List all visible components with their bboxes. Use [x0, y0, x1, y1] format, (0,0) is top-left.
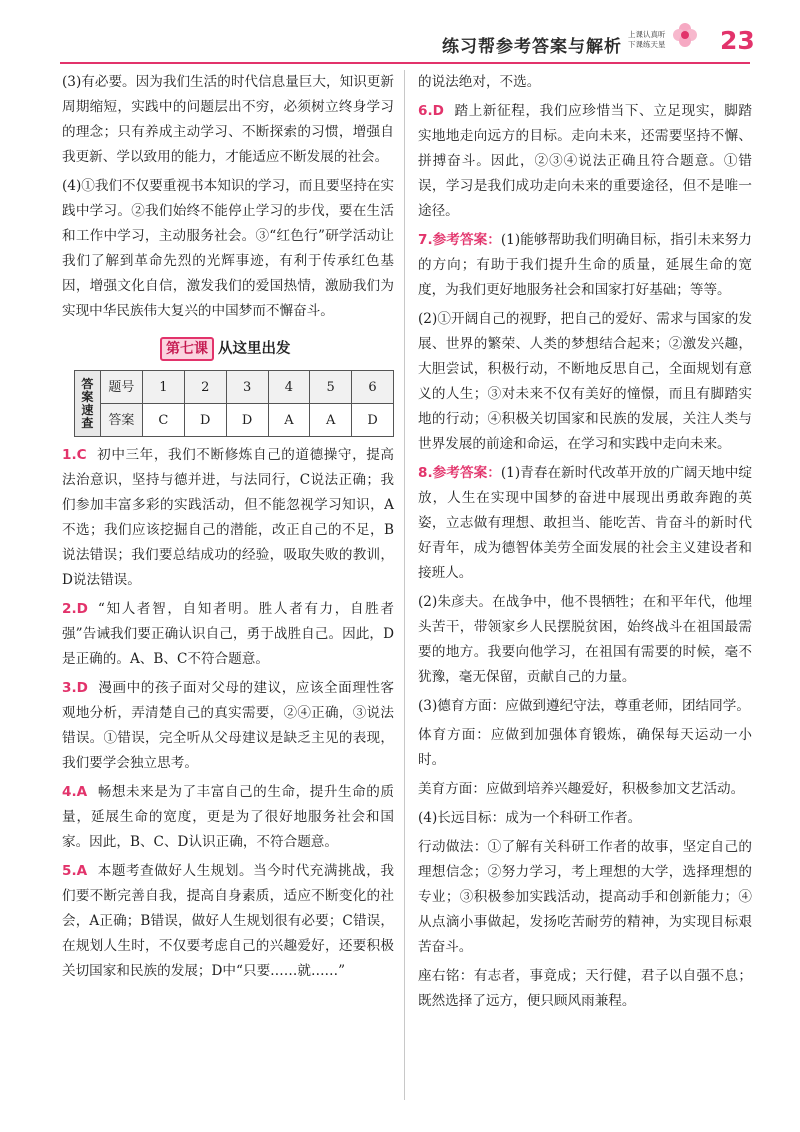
answer-paragraph: 行动做法：①了解有关科研工作者的故事，坚定自己的理想信念；②努力学习，考上理想的大学，选择理想的专业；③积极参加实践活动，提高动手和创新能力；④从点滴小事做起，发扬吃苦耐劳的精神，为实现目标艰苦奋斗。 [418, 839, 752, 955]
reference-answer-label: 7.参考答案： [418, 232, 501, 248]
answer-item-3 [62, 676, 394, 776]
question-number: 3 [226, 371, 268, 404]
answer-paragraph: (2)①开阔自己的视野，把自己的爱好、需求与国家的发展、世界的繁荣、人类的梦想结合起来；②激发兴趣，大胆尝试，积极行动，不断地反思自己，全面规划有意义的人生；③对未来不仅有美好的憧憬，而且有脚踏实地的行动；④积极关切国家和民族的发展，关注人类与世界发展的前途和命运，在学习和实践中走向未来。 [418, 311, 752, 452]
answer-explanation: 初中三年，我们不断修炼自己的道德操守，提高法治意识，坚持与德并进，与法同行，C说法正确；我们参加丰富多彩的实践活动，但不能忽视学习知识，A不选；我们应该挖掘自己的潜能，改正自己的不足，B说法错误；我们要总结成功的经验，吸取失败的教训，D说法错误。 [62, 447, 394, 588]
answer-explanation: (1)能够帮助我们明确目标，指引未来努力的方向；有助于我们提升生命的质量，延展生命的宽度，为我们更好地服务社会和国家打好基础；等等。 [418, 232, 752, 298]
answer-explanation: (1)青春在新时代改革开放的广阔天地中绽放，人生在实现中国梦的奋进中展现出勇敢奔跑的英姿，立志做有理想、敢担当、能吃苦、肯奋斗的新时代好青年，成为德智体美劳全面发展的社会主义建设者和接班人。 [418, 465, 752, 581]
lesson-heading [160, 334, 394, 364]
row-label-answers: 答案 [100, 404, 142, 437]
answer-cell: D [226, 404, 268, 437]
header-title: 练习帮参考答案与解析 [442, 37, 622, 57]
answer-explanation: 本题考查做好人生规划。当今时代充满挑战，我们要不断完善自我，提高自身素质，适应不断变化的社会，A正确；B错误，做好人生规划很有必要；C错误，在规划人生时，不仅要考虑自己的兴趣爱好，还要积极关切国家和民族的发展；D中“只要……就……” [62, 863, 394, 979]
answer-cell: A [268, 404, 310, 437]
left-column [62, 70, 394, 988]
continued-text: 的说法绝对，不选。 [418, 74, 541, 90]
answer-paragraph: 座右铭：有志者，事竟成；天行健，君子以自强不息；既然选择了远方，便只顾风雨兼程。 [418, 968, 752, 1009]
answer-explanation: 踏上新征程，我们应珍惜当下、立足现实，脚踏实地地走向远方的目标。走向未来，还需要坚持不懈、拼搏奋斗。因此，②③④说法正确且符合题意。①错误，学习是我们成功走向未来的重要途径，但不是唯一途径。 [418, 103, 752, 219]
answer-item-1 [62, 443, 394, 593]
question-number: 5 [310, 371, 352, 404]
answer-explanation: 畅想未来是为了丰富自己的生命，提升生命的质量，延展生命的宽度，更是为了很好地服务社会和国家。因此，B、C、D认识正确，不符合题意。 [62, 784, 394, 850]
answer-explanation: “知人者智，自知者明。胜人者有力，自胜者强”告诫我们要正确认识自己，勇于战胜自己。因此，D是正确的。A、B、C不符合题意。 [62, 601, 394, 667]
answer-paragraph: (4)①我们不仅要重视书本知识的学习，而且要坚持在实践中学习。②我们始终不能停止学习的步伐，要在生活和工作中学习，主动服务社会。③“红色行”研学活动让我们了解到革命先烈的光辉事迹，有利于传承红色基因，增强文化自信，激发我们的爱国热情，激励我们为实现中华民族伟大复兴的中国梦而不懈奋斗。 [62, 178, 394, 319]
answer-number: 2.D [62, 601, 88, 617]
answer-paragraph: (2)朱彦夫。在战争中，他不畏牺牲；在和平年代，他埋头苦干，带领家乡人民摆脱贫困，始终战斗在祖国最需要的地方。我要向他学习，在祖国有需要的时候，毫不犹豫，毫无保留，贡献自己的力量。 [418, 594, 752, 685]
brand-line-2: 下课练天星 [628, 40, 666, 49]
flower-logo-icon [670, 20, 700, 50]
answer-number: 1.C [62, 447, 87, 463]
answer-number: 6.D [418, 103, 444, 119]
answer-paragraph: (3)有必要。因为我们生活的时代信息量巨大，知识更新周期缩短，实践中的问题层出不穷，必须树立终身学习的理念；只有养成主动学习、不断探索的习惯，增强自我更新、学以致用的能力，才能适应不断发展的社会。 [62, 74, 394, 165]
answer-quick-table [74, 370, 394, 437]
lesson-title: 从这里出发 [218, 340, 291, 357]
reference-answer-label: 8.参考答案： [418, 465, 501, 481]
answer-number: 3.D [62, 680, 88, 696]
answer-cell: C [142, 404, 184, 437]
answer-number: 5.A [62, 863, 88, 879]
header-rule [60, 62, 750, 64]
answer-item-2 [62, 597, 394, 672]
table-side-label: 答案速查 [75, 371, 101, 437]
answer-item-4 [62, 780, 394, 855]
row-label-numbers: 题号 [100, 371, 142, 404]
answer-item-8 [418, 461, 752, 586]
lesson-tag: 第七课 [160, 337, 214, 361]
answer-number: 4.A [62, 784, 88, 800]
page-number: 23 [720, 26, 755, 55]
answer-cell: A [310, 404, 352, 437]
question-number: 2 [184, 371, 226, 404]
answer-explanation: 漫画中的孩子面对父母的建议，应该全面理性客观地分析，弄清楚自己的真实需要，②④正确，③说法错误。①错误，完全听从父母建议是缺乏主见的表现，我们要学会独立思考。 [62, 680, 394, 771]
answer-cell: D [352, 404, 394, 437]
answer-paragraph: (4)长远目标：成为一个科研工作者。 [418, 810, 642, 826]
column-divider [404, 70, 405, 1100]
question-number: 1 [142, 371, 184, 404]
question-number: 4 [268, 371, 310, 404]
answer-item-5 [62, 859, 394, 984]
brand-line-1: 上课认真听 [628, 30, 666, 39]
answer-paragraph: 体育方面：应做到加强体育锻炼，确保每天运动一小时。 [418, 727, 752, 768]
question-number: 6 [352, 371, 394, 404]
answer-cell: D [184, 404, 226, 437]
right-column [418, 70, 752, 1018]
answer-item-6 [418, 99, 752, 224]
answer-item-7 [418, 228, 752, 303]
answer-paragraph: 美育方面：应做到培养兴趣爱好，积极参加文艺活动。 [418, 781, 745, 797]
answer-paragraph: (3)德育方面：应做到遵纪守法，尊重老师，团结同学。 [418, 698, 750, 714]
page-header [0, 0, 800, 62]
